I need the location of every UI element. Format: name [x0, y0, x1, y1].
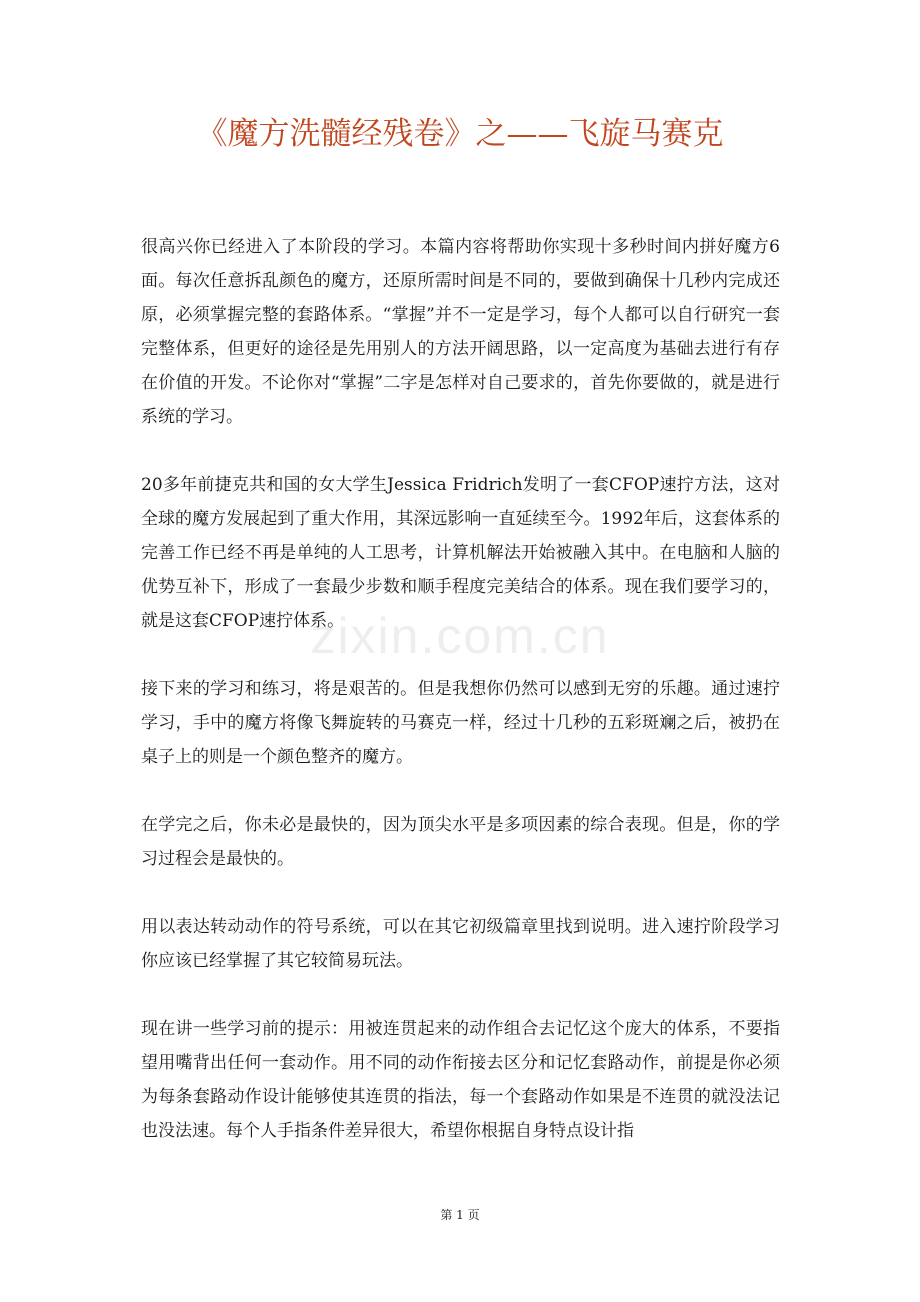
- paragraph-3: 接下来的学习和练习，将是艰苦的。但是我想你仍然可以感到无穷的乐趣。通过速拧学习，手中的魔方将像飞舞旋转的马赛克一样，经过十几秒的五彩斑斓之后，被扔在桌子上的则是一个颜色整齐的魔方。: [141, 679, 780, 767]
- paragraph-6: 现在讲一些学习前的提示：用被连贯起来的动作组合去记忆这个庞大的体系，不要指望用嘴背出任何一套动作。用不同的动作衔接去区分和记忆套路动作，前提是你必须为每条套路动作设计能够使其连贯的指法，每一个套路动作如果是不连贯的就没法记也没法速。每个人手指条件差异很大，希望你根据自身特点设计指: [141, 1019, 780, 1141]
- paragraph-2: 20多年前捷克共和国的女大学生Jessica Fridrich发明了一套CFOP速拧方法，这对全球的魔方发展起到了重大作用，其深远影响一直延续至今。1992年后，这套体系的完善工作已经不再是单纯的人工思考，计算机解法开始被融入其中。在电脑和人脑的优势互补下，形成了一套最少步数和顺手程度完美结合的体系。现在我们要学习的，就是这套CFOP速拧体系。: [141, 475, 780, 631]
- paragraph-5: 用以表达转动动作的符号系统，可以在其它初级篇章里找到说明。进入速拧阶段学习你应该已经掌握了其它较简易玩法。: [141, 917, 780, 971]
- paragraph-4: 在学完之后，你未必是最快的，因为顶尖水平是多项因素的综合表现。但是，你的学习过程会是最快的。: [141, 815, 780, 869]
- watermark: zixin.com.cn: [310, 608, 610, 664]
- document-title: 《魔方洗髓经残卷》之——飞旋马赛克: [196, 116, 724, 152]
- page-number: 第 1 页: [440, 1208, 480, 1222]
- document-body: [141, 230, 780, 1182]
- paragraph-1: 很高兴你已经进入了本阶段的学习。本篇内容将帮助你实现十多秒时间内拼好魔方6面。每次任意拆乱颜色的魔方，还原所需时间是不同的，要做到确保十几秒内完成还原，必须掌握完整的套路体系。“掌握”并不一定是学习，每个人都可以自行研究一套完整体系，但更好的途径是先用别人的方法开阔思路，以一定高度为基础去进行有存在价值的开发。不论你对“掌握”二字是怎样对自己要求的，首先你要做的，就是进行系统的学习。: [141, 237, 780, 427]
